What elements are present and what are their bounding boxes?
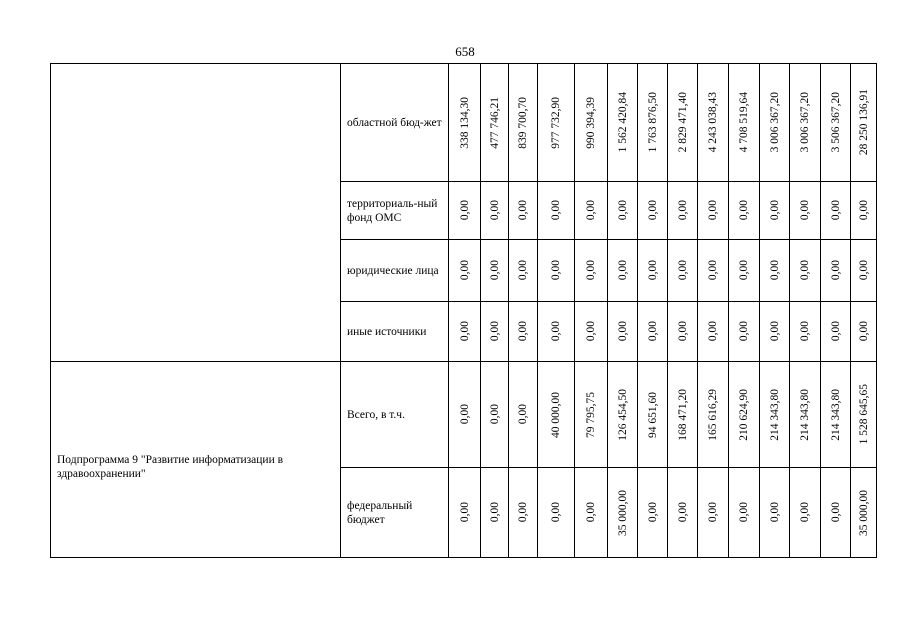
table-row [51,362,877,468]
amount-value: 0,00 [488,404,501,425]
amount-value: 990 394,39 [585,96,597,149]
value-cell [638,362,668,468]
value-cell [481,64,509,182]
value-cell [449,240,481,302]
amount-value: 0,00 [458,260,471,281]
value-cell [821,302,851,362]
amount-value: 2 829 471,40 [676,92,689,153]
value-cell [608,64,638,182]
value-cell [481,302,509,362]
value-cell [790,64,821,182]
value-cell [509,182,538,240]
amount-value: 0,00 [488,502,501,523]
amount-value: 165 616,29 [707,388,719,441]
funding-source: областной бюд-жет [341,64,449,182]
value-cell [729,362,760,468]
amount-value: 28 250 136,91 [857,89,870,156]
value-cell [851,64,877,182]
value-cell [538,64,575,182]
amount-value: 0,00 [585,200,597,221]
value-cell [760,362,790,468]
amount-value: 214 343,80 [799,388,811,441]
value-cell [538,182,575,240]
value-cell [851,468,877,558]
value-cell [668,302,698,362]
funding-source: Всего, в т.ч. [341,362,449,468]
value-cell [760,302,790,362]
value-cell [575,302,608,362]
value-cell [608,240,638,302]
amount-value: 1 562 420,84 [616,92,629,153]
amount-value: 0,00 [707,260,719,281]
amount-value: 977 732,90 [550,96,562,149]
value-cell [821,240,851,302]
value-cell [698,182,729,240]
value-cell [449,64,481,182]
amount-value: 35 000,00 [857,489,870,536]
value-cell [668,64,698,182]
amount-value: 0,00 [585,321,597,342]
value-cell [668,468,698,558]
value-cell [575,182,608,240]
value-cell [729,240,760,302]
amount-value: 0,00 [517,200,529,221]
amount-value: 0,00 [738,200,750,221]
amount-value: 0,00 [768,200,781,221]
budget-table-body [51,64,877,558]
value-cell [668,182,698,240]
value-cell [729,302,760,362]
amount-value: 0,00 [768,321,781,342]
amount-value: 0,00 [550,200,562,221]
amount-value: 477 746,21 [488,96,501,149]
funding-source: юридические лица [341,240,449,302]
value-cell [538,240,575,302]
amount-value: 0,00 [829,321,842,342]
amount-value: 0,00 [517,321,529,342]
value-cell [668,362,698,468]
value-cell [538,468,575,558]
value-cell [760,64,790,182]
funding-source: федеральный бюджет [341,468,449,558]
value-cell [760,182,790,240]
budget-table [50,63,877,558]
amount-value: 4 243 038,43 [707,92,719,153]
value-cell [481,182,509,240]
value-cell [449,362,481,468]
amount-value: 0,00 [517,260,529,281]
value-cell [538,362,575,468]
value-cell [575,468,608,558]
table-row [51,64,877,182]
value-cell [449,302,481,362]
value-cell [481,240,509,302]
amount-value: 0,00 [707,502,719,523]
amount-value: 0,00 [768,260,781,281]
amount-value: 3 006 367,20 [799,92,811,153]
amount-value: 0,00 [857,321,870,342]
amount-value: 35 000,00 [616,489,629,536]
amount-value: 0,00 [799,502,811,523]
amount-value: 3 006 367,20 [768,92,781,153]
value-cell [698,362,729,468]
amount-value: 0,00 [517,404,529,425]
value-cell [821,468,851,558]
amount-value: 0,00 [458,200,471,221]
amount-value: 0,00 [616,321,629,342]
value-cell [509,302,538,362]
value-cell [760,468,790,558]
amount-value: 214 343,80 [829,388,842,441]
value-cell [760,240,790,302]
amount-value: 0,00 [738,260,750,281]
amount-value: 4 708 519,64 [738,92,750,153]
amount-value: 0,00 [676,200,689,221]
amount-value: 0,00 [799,200,811,221]
amount-value: 0,00 [616,260,629,281]
value-cell [509,240,538,302]
amount-value: 214 343,80 [768,388,781,441]
value-cell [509,64,538,182]
amount-value: 0,00 [829,260,842,281]
value-cell [729,64,760,182]
amount-value: 0,00 [550,502,562,523]
amount-value: 168 471,20 [676,388,689,441]
value-cell [790,362,821,468]
page-number: 658 [455,44,475,59]
amount-value: 0,00 [458,502,471,523]
amount-value: 0,00 [488,260,501,281]
amount-value: 126 454,50 [616,388,629,441]
amount-value: 839 700,70 [517,96,529,149]
value-cell [821,182,851,240]
amount-value: 3 506 367,20 [829,92,842,153]
amount-value: 0,00 [646,502,659,523]
value-cell [538,302,575,362]
amount-value: 0,00 [458,404,471,425]
value-cell [790,302,821,362]
value-cell [575,64,608,182]
value-cell [851,362,877,468]
value-cell [481,468,509,558]
value-cell [790,182,821,240]
amount-value: 1 528 645,65 [857,384,870,445]
value-cell [449,182,481,240]
value-cell [638,182,668,240]
value-cell [729,468,760,558]
amount-value: 0,00 [550,260,562,281]
value-cell [509,468,538,558]
amount-value: 0,00 [517,502,529,523]
amount-value: 0,00 [550,321,562,342]
amount-value: 0,00 [707,321,719,342]
amount-value: 0,00 [857,260,870,281]
amount-value: 0,00 [488,200,501,221]
amount-value: 0,00 [738,321,750,342]
value-cell [608,302,638,362]
value-cell [698,240,729,302]
amount-value: 0,00 [799,260,811,281]
amount-value: 0,00 [458,321,471,342]
value-cell [698,64,729,182]
value-cell [821,362,851,468]
value-cell [668,240,698,302]
program-name-cell [51,362,341,558]
amount-value: 0,00 [488,321,501,342]
amount-value: 94 651,60 [646,391,659,438]
value-cell [608,182,638,240]
value-cell [790,240,821,302]
amount-value: 0,00 [768,502,781,523]
amount-value: 338 134,30 [458,96,471,149]
amount-value: 79 795,75 [585,391,597,438]
amount-value: 0,00 [738,502,750,523]
amount-value: 0,00 [646,200,659,221]
value-cell [449,468,481,558]
value-cell [729,182,760,240]
amount-value: 0,00 [799,321,811,342]
amount-value: 0,00 [857,200,870,221]
amount-value: 0,00 [829,502,842,523]
funding-source: иные источники [341,302,449,362]
funding-source: территориаль-ный фонд ОМС [341,182,449,240]
value-cell [638,240,668,302]
amount-value: 0,00 [646,321,659,342]
value-cell [821,64,851,182]
value-cell [698,302,729,362]
value-cell [638,302,668,362]
value-cell [608,362,638,468]
amount-value: 210 624,90 [738,388,750,441]
value-cell [608,468,638,558]
value-cell [851,302,877,362]
value-cell [698,468,729,558]
amount-value: 40 000,00 [550,391,562,438]
amount-value: 0,00 [646,260,659,281]
value-cell [638,64,668,182]
value-cell [509,362,538,468]
amount-value: 0,00 [707,200,719,221]
value-cell [851,182,877,240]
value-cell [790,468,821,558]
amount-value: 1 763 876,50 [646,92,659,153]
value-cell [638,468,668,558]
amount-value: 0,00 [829,200,842,221]
value-cell [575,362,608,468]
program-name: Подпрограмма 9 "Развитие информатизации в здравоохранении" [57,453,284,480]
value-cell [851,240,877,302]
value-cell [481,362,509,468]
amount-value: 0,00 [585,502,597,523]
amount-value: 0,00 [676,502,689,523]
amount-value: 0,00 [616,200,629,221]
amount-value: 0,00 [676,321,689,342]
amount-value: 0,00 [585,260,597,281]
program-name-cell [51,64,341,362]
amount-value: 0,00 [676,260,689,281]
value-cell [575,240,608,302]
